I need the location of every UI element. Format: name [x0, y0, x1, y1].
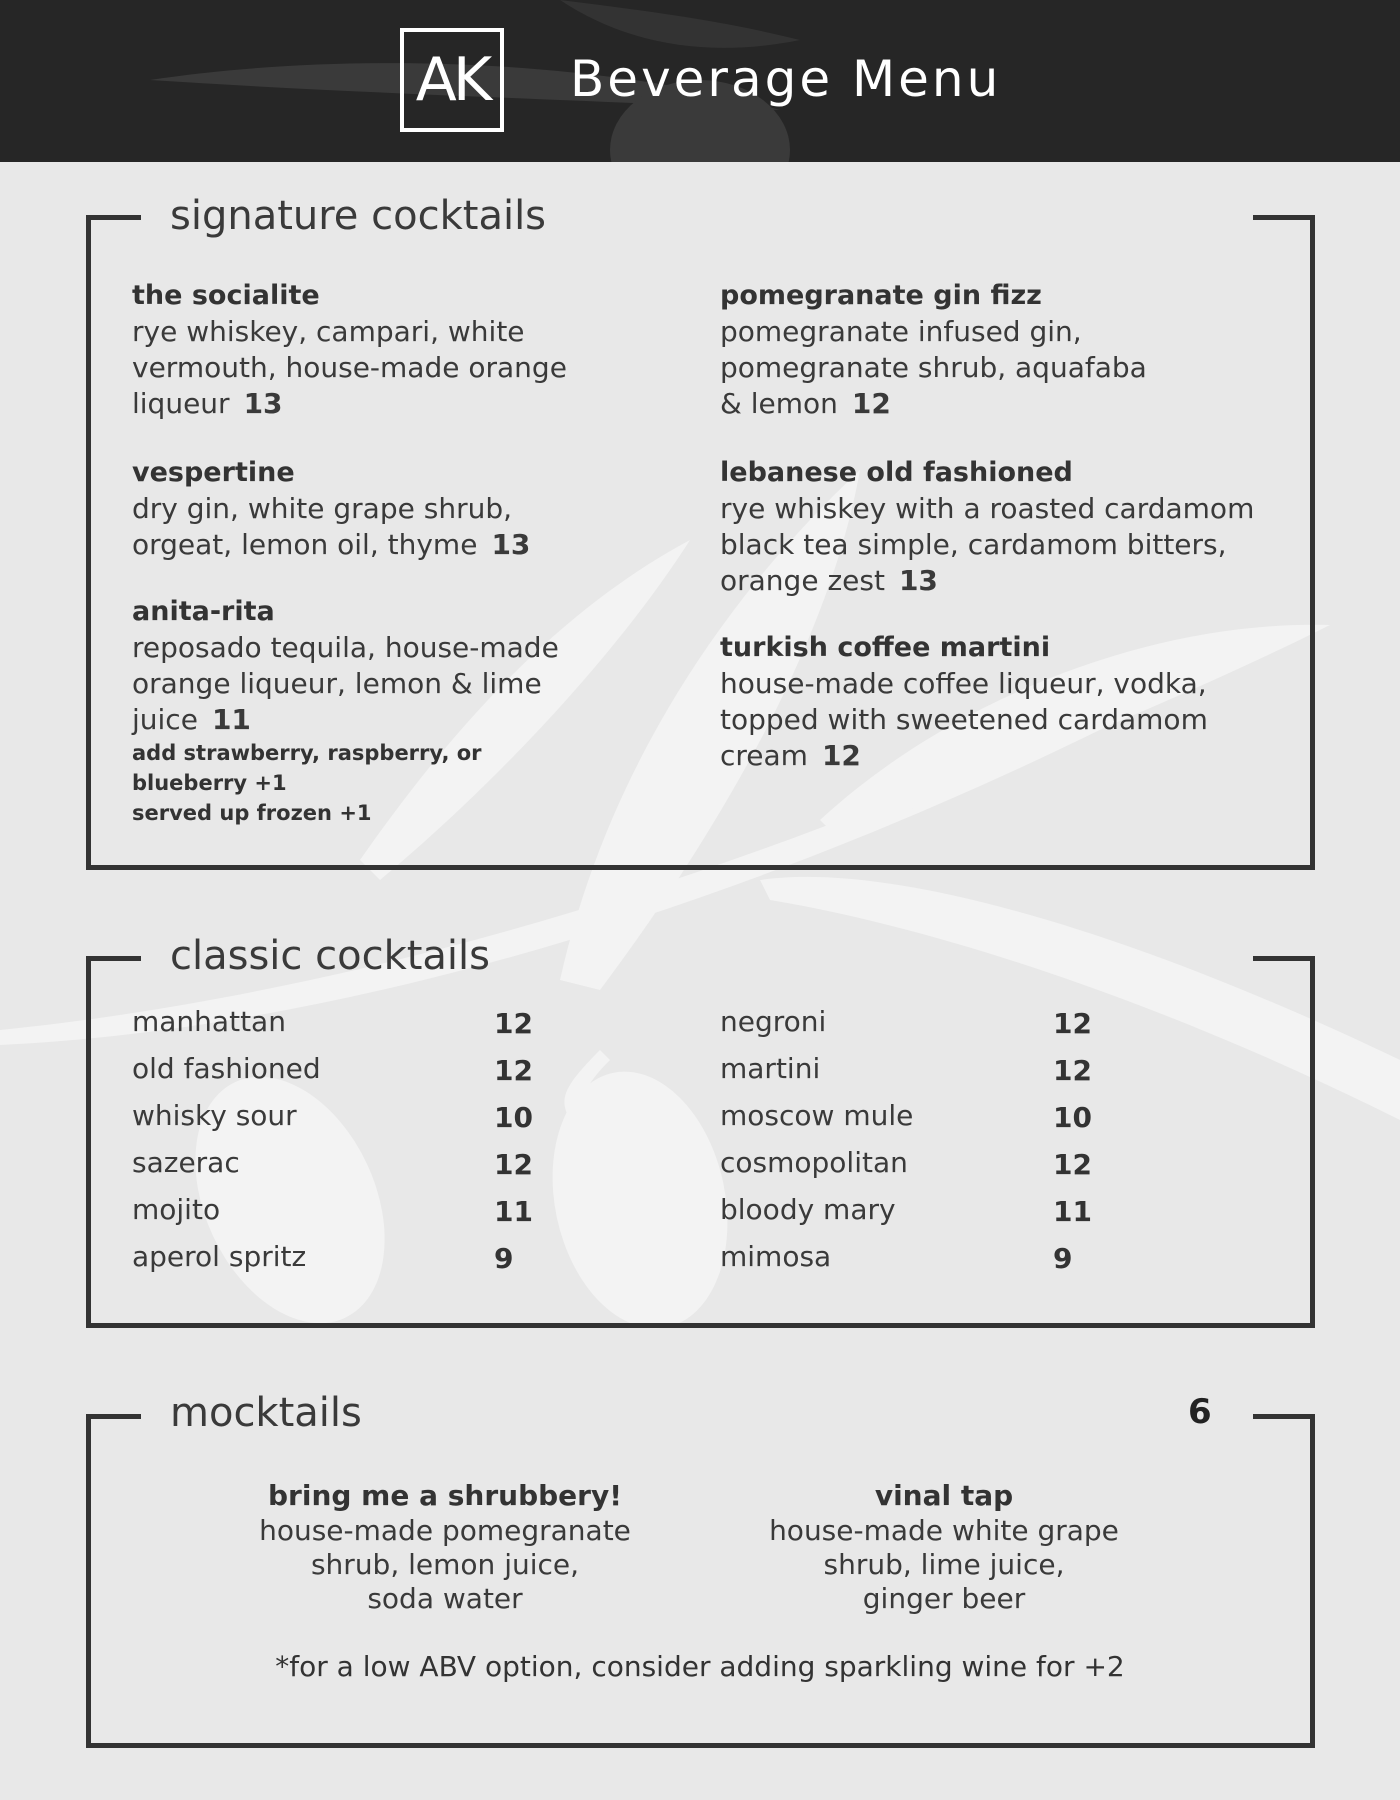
- cocktail-item: [132, 455, 562, 563]
- classic-cocktail-name: martini: [720, 1052, 821, 1085]
- classic-cocktail-name: manhattan: [132, 1005, 286, 1038]
- cocktail-addon: add strawberry, raspberry, or blueberry +1: [132, 741, 482, 795]
- mocktail-name: bring me a shrubbery!: [268, 1479, 622, 1512]
- signature-section-title: signature cocktails: [170, 193, 547, 239]
- mocktail-desc-line: ginger beer: [862, 1582, 1026, 1615]
- cocktail-desc: pomegranate infused gin, pomegranate shrub, aquafaba & lemon: [720, 315, 1147, 420]
- classic-section-title: classic cocktails: [170, 933, 490, 979]
- mocktail-item: [225, 1478, 665, 1616]
- classic-cocktail-price: 12: [494, 1054, 533, 1087]
- page-title: Beverage Menu: [570, 50, 1002, 108]
- cocktail-desc: house-made coffee liqueur, vodka, topped with sweetened cardamom cream: [720, 667, 1208, 772]
- classic-cocktail-name: aperol spritz: [132, 1240, 307, 1273]
- cocktail-name: pomegranate gin fizz: [720, 280, 1042, 311]
- mocktail-desc-line: house-made pomegranate: [259, 1514, 631, 1547]
- cocktail-desc: rye whiskey, campari, white vermouth, house-made orange liqueur: [132, 315, 567, 420]
- cocktail-name: lebanese old fashioned: [720, 457, 1073, 488]
- classic-cocktail-price: 12: [494, 1007, 533, 1040]
- cocktail-desc: dry gin, white grape shrub, orgeat, lemon oil, thyme: [132, 492, 512, 561]
- low-abv-note: *for a low ABV option, consider adding sparkling wine for +2: [275, 1650, 1125, 1683]
- cocktail-desc: reposado tequila, house-made orange liqueur, lemon & lime juice: [132, 631, 559, 736]
- classic-cocktail-name: bloody mary: [720, 1193, 896, 1226]
- cocktail-item: [720, 455, 1280, 599]
- cocktail-price: 12: [851, 387, 891, 420]
- classic-cocktail-price: 11: [494, 1195, 533, 1228]
- mocktails-price: 6: [1188, 1392, 1212, 1432]
- cocktail-price: 13: [243, 387, 283, 420]
- mocktail-desc-line: soda water: [367, 1582, 523, 1615]
- header-banner: [0, 0, 1400, 162]
- cocktail-price: 13: [898, 564, 938, 597]
- cocktail-price: 13: [491, 528, 531, 561]
- cocktail-addon: served up frozen +1: [132, 801, 372, 825]
- mocktail-desc-line: shrub, lime juice,: [823, 1548, 1065, 1581]
- mocktails-section-title: mocktails: [170, 1390, 362, 1436]
- classic-cocktail-name: negroni: [720, 1005, 827, 1038]
- cocktail-name: the socialite: [132, 280, 320, 311]
- cocktail-price: 12: [821, 739, 861, 772]
- mocktail-desc-line: house-made white grape: [769, 1514, 1119, 1547]
- mocktail-desc-line: shrub, lemon juice,: [310, 1548, 580, 1581]
- classic-cocktail-price: 12: [1053, 1054, 1092, 1087]
- classic-cocktail-name: mimosa: [720, 1240, 832, 1273]
- classic-cocktail-price: 10: [494, 1101, 533, 1134]
- classic-cocktail-price: 12: [1053, 1148, 1092, 1181]
- classic-cocktail-name: whisky sour: [132, 1099, 297, 1132]
- classic-cocktail-name: cosmopolitan: [720, 1146, 908, 1179]
- cocktail-item: [132, 278, 672, 422]
- cocktail-item: [720, 278, 1160, 422]
- cocktail-item: [720, 630, 1280, 774]
- cocktail-name: anita-rita: [132, 596, 275, 627]
- cocktail-item: [132, 594, 582, 828]
- mocktail-item: [724, 1478, 1164, 1616]
- classic-cocktail-name: sazerac: [132, 1146, 240, 1179]
- classic-cocktail-price: 10: [1053, 1101, 1092, 1134]
- cocktail-price: 11: [211, 703, 251, 736]
- classic-cocktail-price: 9: [1053, 1242, 1073, 1275]
- cocktail-name: turkish coffee martini: [720, 632, 1051, 663]
- mocktail-name: vinal tap: [874, 1479, 1014, 1512]
- classic-cocktail-name: mojito: [132, 1193, 221, 1226]
- classic-cocktail-price: 12: [494, 1148, 533, 1181]
- classic-cocktail-name: old fashioned: [132, 1052, 321, 1085]
- cocktail-name: vespertine: [132, 457, 295, 488]
- classic-cocktail-price: 11: [1053, 1195, 1092, 1228]
- classic-cocktail-name: moscow mule: [720, 1099, 914, 1132]
- classic-cocktail-price: 12: [1053, 1007, 1092, 1040]
- brand-logo: AK: [400, 28, 504, 132]
- classic-cocktail-price: 9: [494, 1242, 514, 1275]
- cocktail-desc: rye whiskey with a roasted cardamom black tea simple, cardamom bitters, orange zest: [720, 492, 1255, 597]
